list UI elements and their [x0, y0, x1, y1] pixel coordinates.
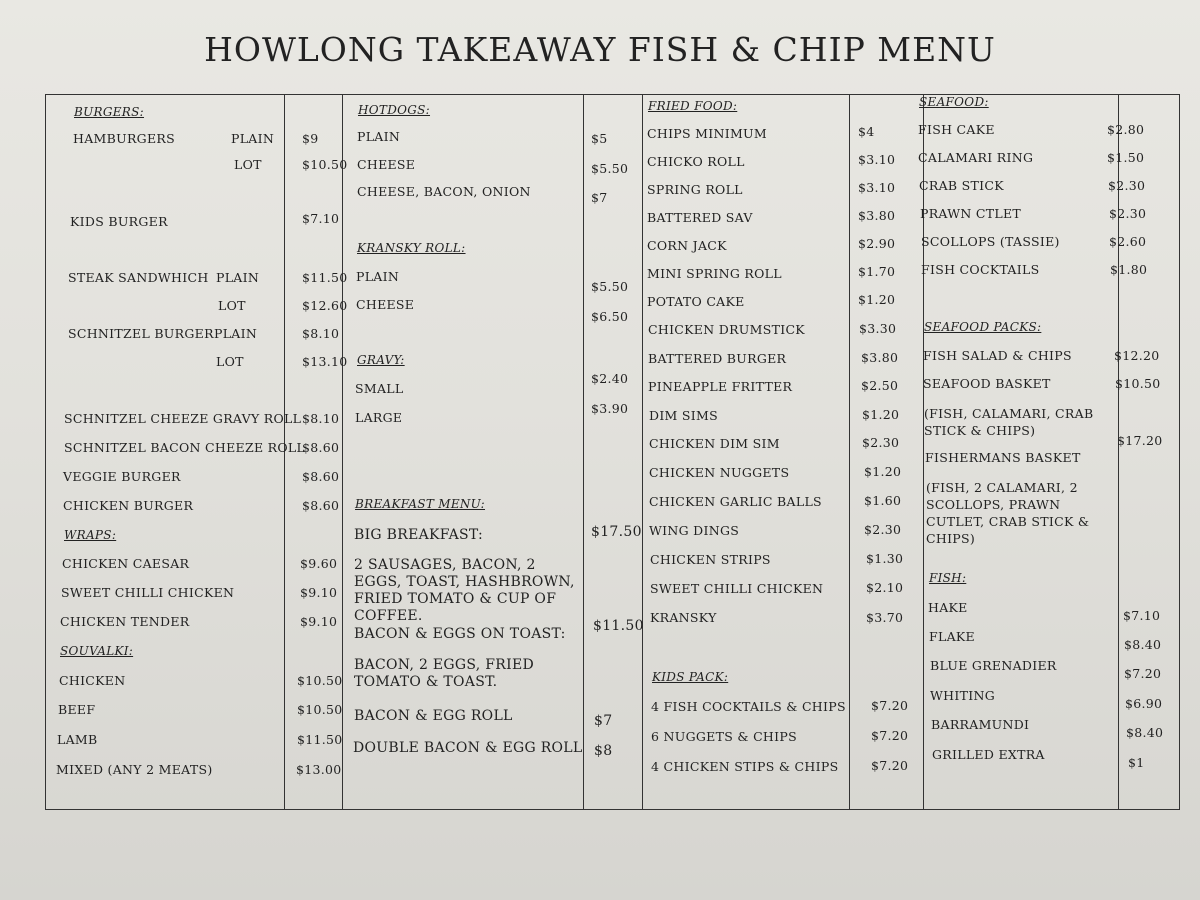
menu-item: CHEESE [357, 157, 416, 172]
menu-price: $9 [302, 131, 319, 146]
menu-item: DOUBLE BACON & EGG ROLL [353, 740, 583, 756]
menu-item: SCOLLOPS (TASSIE) [921, 234, 1060, 249]
menu-item: 4 CHICKEN STIPS & CHIPS [651, 759, 839, 774]
menu-price: $11.50 [302, 270, 348, 285]
menu-item: KIDS BURGER [70, 214, 168, 229]
menu-price: $2.30 [1109, 206, 1147, 221]
menu-price: $10.50 [297, 673, 343, 688]
menu-item-option: LOT [216, 354, 244, 369]
menu-table [45, 94, 1180, 810]
menu-price: $10.50 [302, 157, 348, 172]
section-heading-fish: FISH: [929, 571, 967, 585]
menu-price: $7 [591, 190, 608, 205]
menu-item: HAMBURGERS [73, 131, 175, 146]
menu-item: CORN JACK [647, 238, 727, 253]
menu-item: SCHNITZEL BURGER [68, 326, 214, 341]
menu-item: LAMB [57, 732, 98, 747]
menu-price: $8.40 [1126, 725, 1164, 740]
menu-price: $8.60 [302, 469, 340, 484]
menu-item: HAKE [928, 600, 968, 615]
menu-item-description: BACON, 2 EGGS, FRIED TOMATO & TOAST. [354, 657, 535, 690]
menu-item-option: PLAIN [214, 326, 258, 341]
section-heading-hotdogs: HOTDOGS: [358, 103, 431, 117]
menu-price: $8.10 [302, 411, 340, 426]
menu-item-description: (FISH, CALAMARI, CRAB STICK & CHIPS) [924, 406, 1094, 438]
section-heading-gravy: GRAVY: [357, 353, 405, 367]
menu-item: FISH COCKTAILS [921, 262, 1040, 277]
menu-item: GRILLED EXTRA [932, 747, 1045, 762]
menu-price: $7 [594, 713, 613, 729]
menu-price: $2.50 [861, 378, 899, 393]
menu-price: $1.50 [1107, 150, 1145, 165]
menu-price: $3.10 [858, 152, 896, 167]
menu-item: 4 FISH COCKTAILS & CHIPS [651, 699, 846, 714]
menu-item: CRAB STICK [919, 178, 1004, 193]
column-divider [849, 95, 850, 809]
menu-price: $7.20 [871, 728, 909, 743]
menu-price: $2.60 [1109, 234, 1147, 249]
menu-item: CHICKO ROLL [647, 154, 745, 169]
menu-item: BACON & EGGS ON TOAST: [354, 626, 566, 642]
menu-price: $10.50 [297, 702, 343, 717]
section-heading-fried-food: FRIED FOOD: [648, 99, 738, 113]
menu-price: $12.60 [302, 298, 348, 313]
section-heading-breakfast: BREAKFAST MENU: [355, 497, 486, 511]
menu-item: PINEAPPLE FRITTER [648, 379, 793, 394]
menu-price: $7.10 [302, 211, 340, 226]
menu-price: $17.20 [1117, 433, 1163, 448]
menu-item: CHICKEN GARLIC BALLS [649, 494, 822, 509]
menu-price: $1.80 [1110, 262, 1148, 277]
menu-item: CHICKEN TENDER [60, 614, 190, 629]
menu-price: $1.60 [864, 493, 902, 508]
menu-price: $2.30 [862, 435, 900, 450]
menu-item-description: (FISH, 2 CALAMARI, 2 SCOLLOPS, PRAWN CUTLET, CRAB STICK & CHIPS) [926, 480, 1090, 546]
menu-price: $11.50 [297, 732, 343, 747]
column-divider [642, 95, 643, 809]
menu-price: $10.50 [1115, 376, 1161, 391]
menu-item: CALAMARI RING [918, 150, 1034, 165]
menu-item: CHICKEN DRUMSTICK [648, 322, 805, 337]
menu-price: $2.30 [1108, 178, 1146, 193]
menu-price: $1.20 [858, 292, 896, 307]
menu-price: $7.20 [871, 758, 909, 773]
menu-price: $8.10 [302, 326, 340, 341]
menu-price: $9.10 [300, 614, 338, 629]
menu-item: CHEESE, BACON, ONION [357, 184, 531, 199]
section-heading-souvalki: SOUVALKI: [60, 644, 134, 658]
menu-item: CHIPS MINIMUM [647, 126, 767, 141]
menu-price: $6.50 [591, 309, 629, 324]
menu-price: $5.50 [591, 279, 629, 294]
menu-price: $1.20 [862, 407, 900, 422]
menu-item: SCHNITZEL BACON CHEEZE ROLL [64, 440, 306, 455]
menu-item: 6 NUGGETS & CHIPS [651, 729, 797, 744]
menu-item: BACON & EGG ROLL [354, 708, 513, 724]
column-divider [923, 95, 924, 809]
section-heading-seafood: SEAFOOD: [919, 95, 989, 109]
menu-item: WHITING [930, 688, 995, 703]
menu-price: $6.90 [1125, 696, 1163, 711]
menu-item: CHICKEN BURGER [63, 498, 194, 513]
menu-item: DIM SIMS [649, 408, 718, 423]
column-divider [1118, 95, 1119, 809]
menu-price: $11.50 [593, 618, 644, 634]
menu-price: $5 [591, 131, 608, 146]
menu-price: $2.80 [1107, 122, 1145, 137]
menu-item: MINI SPRING ROLL [647, 266, 782, 281]
menu-item: VEGGIE BURGER [63, 469, 181, 484]
section-heading-kransky: KRANSKY ROLL: [357, 241, 466, 255]
menu-item: CHICKEN DIM SIM [649, 436, 780, 451]
menu-item: SPRING ROLL [647, 182, 743, 197]
menu-item: STEAK SANDWHICH [68, 270, 209, 285]
menu-price: $2.90 [858, 236, 896, 251]
menu-item: BATTERED SAV [647, 210, 753, 225]
menu-price: $1.70 [858, 264, 896, 279]
menu-price: $7.10 [1123, 608, 1161, 623]
menu-price: $9.10 [300, 585, 338, 600]
menu-item: FISHERMANS BASKET [925, 450, 1081, 465]
menu-price: $4 [858, 124, 875, 139]
menu-price: $7.20 [871, 698, 909, 713]
menu-item: BEEF [58, 702, 96, 717]
section-heading-seafood-packs: SEAFOOD PACKS: [924, 320, 1042, 334]
column-divider [583, 95, 584, 809]
menu-price: $1.20 [864, 464, 902, 479]
menu-price: $2.10 [866, 580, 904, 595]
menu-price: $17.50 [591, 524, 642, 540]
menu-item: PLAIN [356, 269, 400, 284]
menu-item: SWEET CHILLI CHICKEN [650, 581, 824, 596]
menu-item: CHEESE [356, 297, 415, 312]
menu-title: HOWLONG TAKEAWAY FISH & CHIP MENU [204, 30, 996, 69]
menu-item-option: LOT [234, 157, 262, 172]
menu-price: $12.20 [1114, 348, 1160, 363]
menu-item: BLUE GRENADIER [930, 658, 1057, 673]
menu-price: $3.10 [858, 180, 896, 195]
section-heading-wraps: WRAPS: [64, 528, 117, 542]
menu-price: $9.60 [300, 556, 338, 571]
menu-item-description: 2 SAUSAGES, BACON, 2 EGGS, TOAST, HASHBROWN, FRIED TOMATO & CUP OF COFFEE. [354, 557, 575, 624]
menu-price: $3.80 [858, 208, 896, 223]
menu-item: FLAKE [929, 629, 975, 644]
menu-item: WING DINGS [649, 523, 740, 538]
menu-item: FISH SALAD & CHIPS [923, 348, 1072, 363]
section-heading-kids-pack: KIDS PACK: [652, 670, 729, 684]
menu-item: POTATO CAKE [647, 294, 745, 309]
menu-item: CHICKEN STRIPS [650, 552, 771, 567]
menu-price: $2.30 [864, 522, 902, 537]
menu-item-option: LOT [218, 298, 246, 313]
menu-price: $8.60 [302, 440, 340, 455]
menu-item-option: PLAIN [216, 270, 260, 285]
menu-price: $8.40 [1124, 637, 1162, 652]
menu-price: $2.40 [591, 371, 629, 386]
menu-price: $3.30 [859, 321, 897, 336]
menu-price: $8 [594, 743, 613, 759]
menu-item: SMALL [355, 381, 404, 396]
menu-item: SCHNITZEL CHEEZE GRAVY ROLL [64, 411, 302, 426]
menu-price: $7.20 [1124, 666, 1162, 681]
section-heading-burgers: BURGERS: [74, 105, 145, 119]
menu-price: $5.50 [591, 161, 629, 176]
menu-price: $3.80 [861, 350, 899, 365]
menu-price: $13.00 [296, 762, 342, 777]
menu-item: BIG BREAKFAST: [354, 527, 484, 543]
menu-item: BARRAMUNDI [931, 717, 1030, 732]
menu-item: KRANSKY [650, 610, 717, 625]
menu-item: SEAFOOD BASKET [923, 376, 1051, 391]
menu-price: $1 [1128, 755, 1145, 770]
menu-item: PRAWN CTLET [920, 206, 1022, 221]
menu-price: $8.60 [302, 498, 340, 513]
menu-price: $1.30 [866, 551, 904, 566]
menu-item-option: PLAIN [231, 131, 275, 146]
menu-item: CHICKEN [59, 673, 126, 688]
menu-item: FISH CAKE [918, 122, 995, 137]
menu-item: MIXED (ANY 2 MEATS) [56, 762, 213, 777]
menu-item: BATTERED BURGER [648, 351, 787, 366]
menu-item: CHICKEN NUGGETS [649, 465, 790, 480]
menu-price: $3.70 [866, 610, 904, 625]
menu-item: SWEET CHILLI CHICKEN [61, 585, 235, 600]
menu-price: $3.90 [591, 401, 629, 416]
menu-price: $13.10 [302, 354, 348, 369]
menu-item: CHICKEN CAESAR [62, 556, 190, 571]
menu-item: PLAIN [357, 129, 401, 144]
menu-item: LARGE [355, 410, 403, 425]
